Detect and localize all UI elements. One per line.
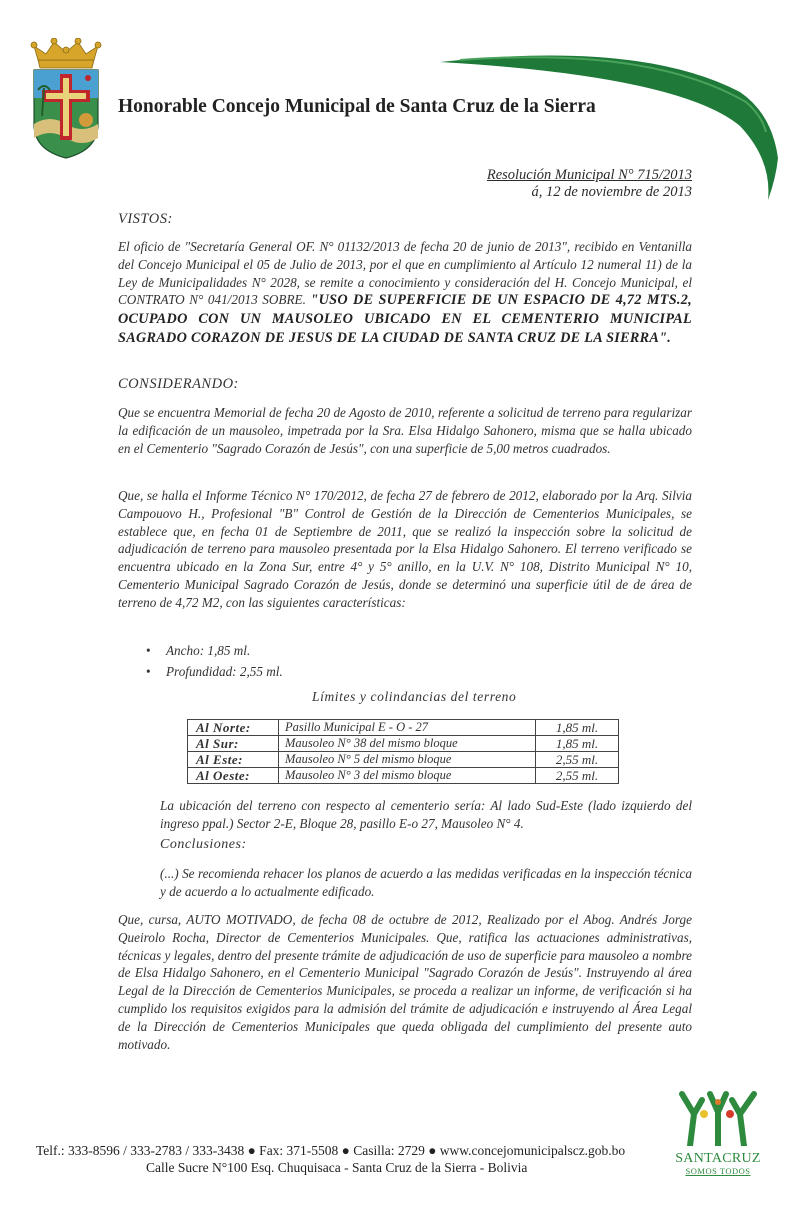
list-item: • Ancho: 1,85 ml. [136,640,283,661]
table-row [188,736,619,752]
footer-address: Calle Sucre N°100 Esq. Chuquisaca - Santa Cruz de la Sierra - Bolivia [146,1160,528,1175]
resolution-number: Resolución Municipal N° 715/2013 [486,167,692,183]
people-figures-icon [672,1090,764,1146]
header-title: Honorable Concejo Municipal de Santa Cruz de la Sierra [118,96,596,117]
vistos-paragraph [118,238,692,348]
table-cell: Al Norte: [188,720,279,736]
table-cell: Mausoleo N° 5 del mismo bloque [279,752,536,768]
vistos-text: El oficio de "Secretaría General OF. N° 01132/2013 de fecha 20 de junio de 2013", recibido en Ventanilla del Concejo Municipal el 05 de Julio de 2013, por el que en cumplimiento al Artículo 12 numeral 11) de la Ley de Municipalidades N° 2028, se remite a conocimiento y consideración del H. Concejo Municipal, el CONTRATO N° 041/2013 SOBRE. [118,239,692,308]
contract-subject: "USO DE SUPERFICIE DE UN ESPACIO DE 4,72 MTS.2, OCUPADO CON UN MAUSOLEO UBICADO EN EL CEMENTERIO MUNICIPAL SAGRADO CORAZON DE JESUS DE LA CIUDAD DE SANTA CRUZ DE LA SIERRA". [118,292,692,346]
table-cell: 1,85 ml. [536,720,619,736]
considerando-heading: CONSIDERANDO: [118,376,239,392]
measures-list [136,640,283,682]
considerando-paragraph-3: Que, cursa, AUTO MOTIVADO, de fecha 08 de octubre de 2012, Realizado por el Abog. Andrés Jorge Queirolo Rocha, Director de Cementerios Municipales. Que, ratifica las actuaciones administrativas, técnicas y legales, dentro del presente trámite de adjudicación de uso de superficie para mausoleo a nombre de Elsa Hidalgo Sahonero, en el Cementerio Municipal "Sagrado Corazón de Jesús". Instruyendo al área Legal de la Dirección de Cementerios Municipales, se proceda a realizar un informe, de verificación si ha cumplido los requisitos exigidos para la admisión del trámite de adjudicación e instruyendo al Área Legal de la Dirección de Cementerios Municipales que queda obligada del cumplimiento del presente auto motivado. [118,912,692,1052]
table-row [188,752,619,768]
table-row [188,720,619,736]
limits-table [187,719,619,784]
table-cell: Al Sur: [188,736,279,752]
logo-subtitle: SOMOS TODOS [685,1166,751,1176]
table-row [188,768,619,784]
table-cell: 2,55 ml. [536,752,619,768]
vistos-heading: VISTOS: [118,211,173,227]
table-caption: Límites y colindancias del terreno [312,689,517,704]
table-cell: 1,85 ml. [536,736,619,752]
santa-cruz-logo [672,1090,764,1180]
considerando-paragraph-1: Que se encuentra Memorial de fecha 20 de Agosto de 2010, referente a solicitud de terreno para regularizar la edificación de un mausoleo, impetrada por la Sra. Elsa Hidalgo Sahonero, misma que se halla ubicado en el Cementerio "Sagrado Corazón de Jesús", con una superficie de 5,00 metros cuadrados. [118,405,692,456]
considerando-paragraph-2: Que, se halla el Informe Técnico N° 170/2012, de fecha 27 de febrero de 2012, elaborado por la Arq. Silvia Campouovo H., Profesional "B" Control de Gestión de la Dirección de Cementerios Municipales, se establece que, en fecha 01 de Septiembre de 2011, que se realizó la inspección sobre la solicitud de adjudicación de terreno para mausoleo presentada por la Elsa Hidalgo Sahonero. El terreno verificado se encuentra ubicado en la Zona Sur, entre 4° y 5° anillo, en la U.V. N° 108, Distrito Municipal N° 10, Cementerio Municipal Sagrado Corazón de Jesús, donde se determinó una superficie útil de de área de terreno de 4,72 M2, con las siguientes características: [118,488,692,610]
table-cell: 2,55 ml. [536,768,619,784]
list-item: • Profundidad: 2,55 ml. [136,661,283,682]
location-paragraph: La ubicación del terreno con respecto al cementerio sería: Al lado Sud-Este (lado izquierdo del ingreso ppal.) Sector 2-E, Bloque 28, pasillo E-o 27, Mausoleo N° 4. [160,798,692,831]
table-cell: Al Este: [188,752,279,768]
coat-of-arms-icon [30,38,102,160]
table-cell: Mausoleo N° 38 del mismo bloque [279,736,536,752]
conclusions-paragraph: (...) Se recomienda rehacer los planos de acuerdo a las medidas verificadas en la inspección técnica y de acuerdo a lo actualmente edificado. [160,866,692,899]
footer-contact: Telf.: 333-8596 / 333-2783 / 333-3438 ● Fax: 371-5508 ● Casilla: 2729 ● www.concejomunicipalscz.gob.bo [36,1143,626,1158]
table-cell: Mausoleo N° 3 del mismo bloque [279,768,536,784]
resolution-block [487,167,692,201]
table-cell: Al Oeste: [188,768,279,784]
conclusions-heading: Conclusiones: [160,837,247,852]
table-cell: Pasillo Municipal E - O - 27 [279,720,536,736]
logo-title: SANTACRUZ [675,1151,761,1166]
resolution-date: á, 12 de noviembre de 2013 [531,184,692,200]
